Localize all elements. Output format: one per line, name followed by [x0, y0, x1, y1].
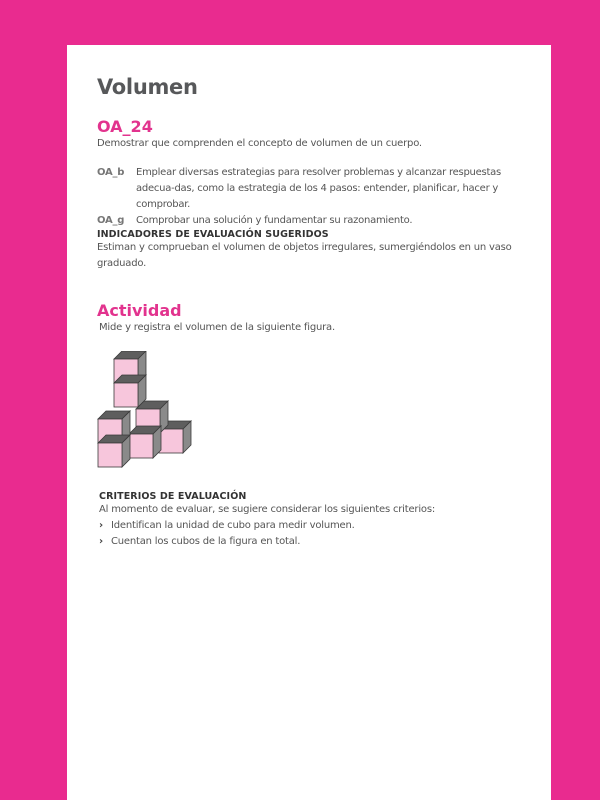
criteria-item [99, 518, 519, 534]
indicators-section [97, 229, 527, 271]
activity-heading: Actividad [97, 301, 182, 320]
skill-code: OA_b [97, 167, 125, 178]
criteria-intro: Al momento de evaluar, se sugiere considerar los siguientes criterios: [99, 504, 435, 515]
cube-stack-figure [96, 351, 206, 471]
criteria-section [99, 491, 519, 550]
skill-item [97, 165, 527, 213]
criteria-heading: CRITERIOS DE EVALUACIÓN [99, 491, 247, 502]
skills-list [97, 165, 527, 229]
chevron-right-icon: › [99, 519, 103, 531]
objective-description: Demostrar que comprenden el concepto de volumen de un cuerpo. [97, 138, 422, 149]
criteria-item [99, 534, 519, 550]
document-page [67, 45, 551, 800]
skill-code: OA_g [97, 215, 125, 226]
skill-item [97, 213, 527, 229]
activity-instruction: Mide y registra el volumen de la siguiente figura. [99, 322, 335, 333]
cubes-icon [96, 351, 206, 471]
objective-code: OA_24 [97, 117, 153, 136]
criteria-item-text: Cuentan los cubos de la figura en total. [111, 535, 301, 547]
skill-text: Comprobar una solución y fundamentar su razonamiento. [136, 215, 413, 226]
skill-text: Emplear diversas estrategias para resolver problemas y alcanzar respuestas adecua-das, como la estrategia de los 4 pasos: entender, planificar, hacer y comprobar. [136, 167, 502, 210]
page-title: Volumen [97, 75, 198, 99]
chevron-right-icon: › [99, 535, 103, 547]
indicators-heading: INDICADORES DE EVALUACIÓN SUGERIDOS [97, 229, 329, 240]
criteria-item-text: Identifican la unidad de cubo para medir volumen. [111, 519, 355, 531]
indicators-text: Estiman y comprueban el volumen de objetos irregulares, sumergiéndolos en un vaso graduado. [97, 242, 512, 269]
